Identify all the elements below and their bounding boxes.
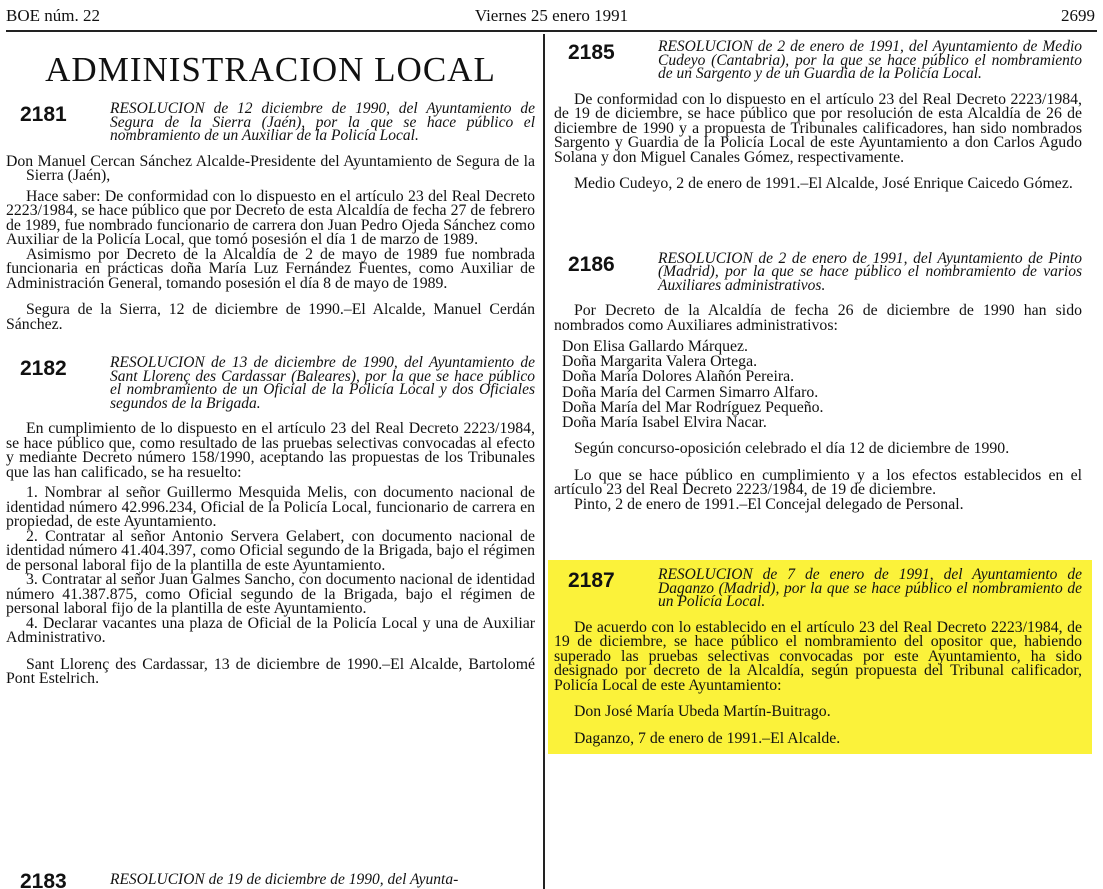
entry-2182 — [6, 356, 535, 687]
section-title: ADMINISTRACION LOCAL — [45, 50, 496, 89]
entry-2187-highlighted — [548, 560, 1092, 754]
entry-2181 — [6, 102, 535, 332]
entry-signature: Sant Llorenç des Cardassar, 13 de diciembre de 1990.–El Alcalde, Bartolomé Pont Estelrich. — [6, 655, 535, 687]
entry-title: RESOLUCION de 2 de enero de 1991, del Ayuntamiento de Medio Cudeyo (Cantabria), por la que se hace público el nombramiento de un Sargento y de un Guardia de la Policía Local. — [658, 38, 1082, 82]
entry-title: RESOLUCION de 2 de enero de 1991, del Ayuntamiento de Pinto (Madrid), por la que se hace público el nombramiento de varios Auxiliares administrativos. — [658, 249, 1082, 294]
entry-title: RESOLUCION de 19 de diciembre de 1990, del Ayunta- — [110, 873, 459, 888]
list-item: Doña María del Mar Rodríguez Pequeño. — [562, 398, 824, 416]
list-item: 4. Declarar vacantes una plaza de Oficial de la Policía Local y una de Auxiliar Administrativo. — [6, 614, 535, 646]
list-item: Don Elisa Gallardo Márquez. — [562, 338, 748, 355]
entry-paragraph: Hace saber: De conformidad con lo dispuesto en el artículo 23 del Real Decreto 2223/1984, se hace público que por Decreto de esta Alcaldía de fecha 27 de febrero de 1989, fue nombrado funcionario de carrera don Juan Pedro Ojeda Sánchez como Auxiliar de la Policía Local, que tomó posesión el día 1 de marzo de 1989. — [6, 187, 535, 248]
entry-paragraph: De acuerdo con lo establecido en el artículo 23 del Real Decreto 2223/1984, de 19 de diciembre, se hace público el nombramiento del opositor que, habiendo superado las pruebas selectivas convocadas por este Ayuntamiento, ha sido designado por decreto de la Alcaldía, según propuesta del Tribunal calificador, Policía Local de este Ayuntamiento: — [554, 618, 1082, 694]
entry-paragraph: Lo que se hace público en cumplimiento y a los efectos establecidos en el artículo 23 del Real Decreto 2223/1984, de 19 de diciembre. — [554, 466, 1082, 499]
entry-signature: Medio Cudeyo, 2 de enero de 1991.–El Alcalde, José Enrique Caicedo Gómez. — [574, 175, 1073, 192]
entry-signature: Daganzo, 7 de enero de 1991.–El Alcalde. — [574, 729, 841, 747]
right-column — [554, 34, 1082, 754]
entry-title: RESOLUCION de 7 de enero de 1991, del Ayuntamiento de Daganzo (Madrid), por la que se hace público el nombramiento de un Policía Local. — [658, 566, 1082, 611]
left-column — [6, 34, 535, 687]
entry-paragraph: De conformidad con lo dispuesto en el artículo 23 del Real Decreto 2223/1984, de 19 de diciembre, se hace público que por resolución de esta Alcaldía de 26 de diciembre de 1990 y a propuesta de Tribunales calificadores, han sido nombrados Sargento y Guardia de la Policía Local de este Ayuntamiento a don Carlos Agudo Solana y don Miguel Canales Gómez, respectivamente. — [554, 90, 1082, 166]
entry-appointee: Don José María Ubeda Martín-Buitrago. — [574, 703, 831, 721]
header-date: Viernes 25 enero 1991 — [474, 6, 629, 25]
list-item: Doña María del Carmen Simarro Alfaro. — [562, 383, 819, 401]
list-item: Doña María Isabel Elvira Nacar. — [562, 414, 767, 432]
entry-title: RESOLUCION de 12 diciembre de 1990, del Ayuntamiento de Segura de la Sierra (Jaén), por la que se hace público el nombramiento de un Auxiliar de la Policía Local. — [110, 100, 535, 144]
entry-number: 2181 — [20, 103, 67, 126]
entry-signature: Segura de la Sierra, 12 de diciembre de 1990.–El Alcalde, Manuel Cerdán Sánchez. — [6, 301, 535, 333]
list-item: 3. Contratar al señor Juan Galmes Sancho, con documento nacional de identidad número 41.387.875, como Oficial segundo de la Brigada, bajo el régimen de personal laboral fijo de la plantilla de este Ayuntamiento. — [6, 571, 535, 617]
list-item: Doña Margarita Valera Ortega. — [562, 353, 758, 371]
entry-signature: Pinto, 2 de enero de 1991.–El Concejal delegado de Personal. — [574, 495, 964, 513]
list-item: Doña María Dolores Alañón Pereira. — [562, 368, 795, 386]
entry-title: RESOLUCION de 13 de diciembre de 1990, del Ayuntamiento de Sant Llorenç des Cardassar (Baleares), por la que se hace público el nombramiento de un Oficial de la Policía Local y dos Oficiales segundos de la Brigada. — [110, 354, 535, 412]
entry-number: 2186 — [568, 252, 615, 276]
entry-number: 2187 — [568, 569, 615, 593]
entry-paragraph: En cumplimiento de lo dispuesto en el artículo 23 del Real Decreto 2223/1984, se hace público que, como resultado de las pruebas selectivas convocadas al efecto y mediante Decreto número 158/1990, aceptando las propuestas de los Tribunales que las han calificado, se ha resuelto: — [6, 420, 535, 481]
header-journal-issue: BOE núm. 22 — [6, 6, 100, 25]
entry-paragraph: Por Decreto de la Alcaldía de fecha 26 de diciembre de 1990 han sido nombrados como Auxiliares administrativos: — [554, 302, 1082, 334]
entry-2186 — [554, 249, 1082, 513]
column-divider — [543, 34, 545, 889]
entry-number: 2182 — [20, 357, 67, 380]
entry-number: 2185 — [568, 41, 615, 64]
list-item: 1. Nombrar al señor Guillermo Mesquida Melis, con documento nacional de identidad número 42.996.234, Oficial de la Policía Local, funcionario de carrera en propiedad, de este Ayuntamiento. — [6, 484, 535, 530]
entry-number: 2183 — [20, 873, 67, 889]
header-page-number: 2699 — [1061, 6, 1095, 25]
entry-paragraph: Don Manuel Cercan Sánchez Alcalde-Presidente del Ayuntamiento de Segura de la Sierra (Jaén), — [6, 152, 535, 184]
entry-2183-partial — [6, 873, 535, 889]
header-rule — [6, 30, 1097, 32]
list-item: 2. Contratar al señor Antonio Servera Gelabert, con documento nacional de identidad número 41.404.397, como Oficial segundo de la Brigada, bajo el régimen de personal laboral fijo de la plantilla de este Ayuntamiento. — [6, 527, 535, 574]
entry-2185 — [554, 40, 1082, 192]
entry-paragraph: Asimismo por Decreto de la Alcaldía de 2 de mayo de 1989 fue nombrada funcionaria en prácticas doña María Luz Fernández Fuentes, como Auxiliar de Administración General, tomando posesión el día 8 de mayo de 1989. — [6, 245, 535, 292]
entry-paragraph: Según concurso-oposición celebrado el día 12 de diciembre de 1990. — [574, 440, 1010, 458]
